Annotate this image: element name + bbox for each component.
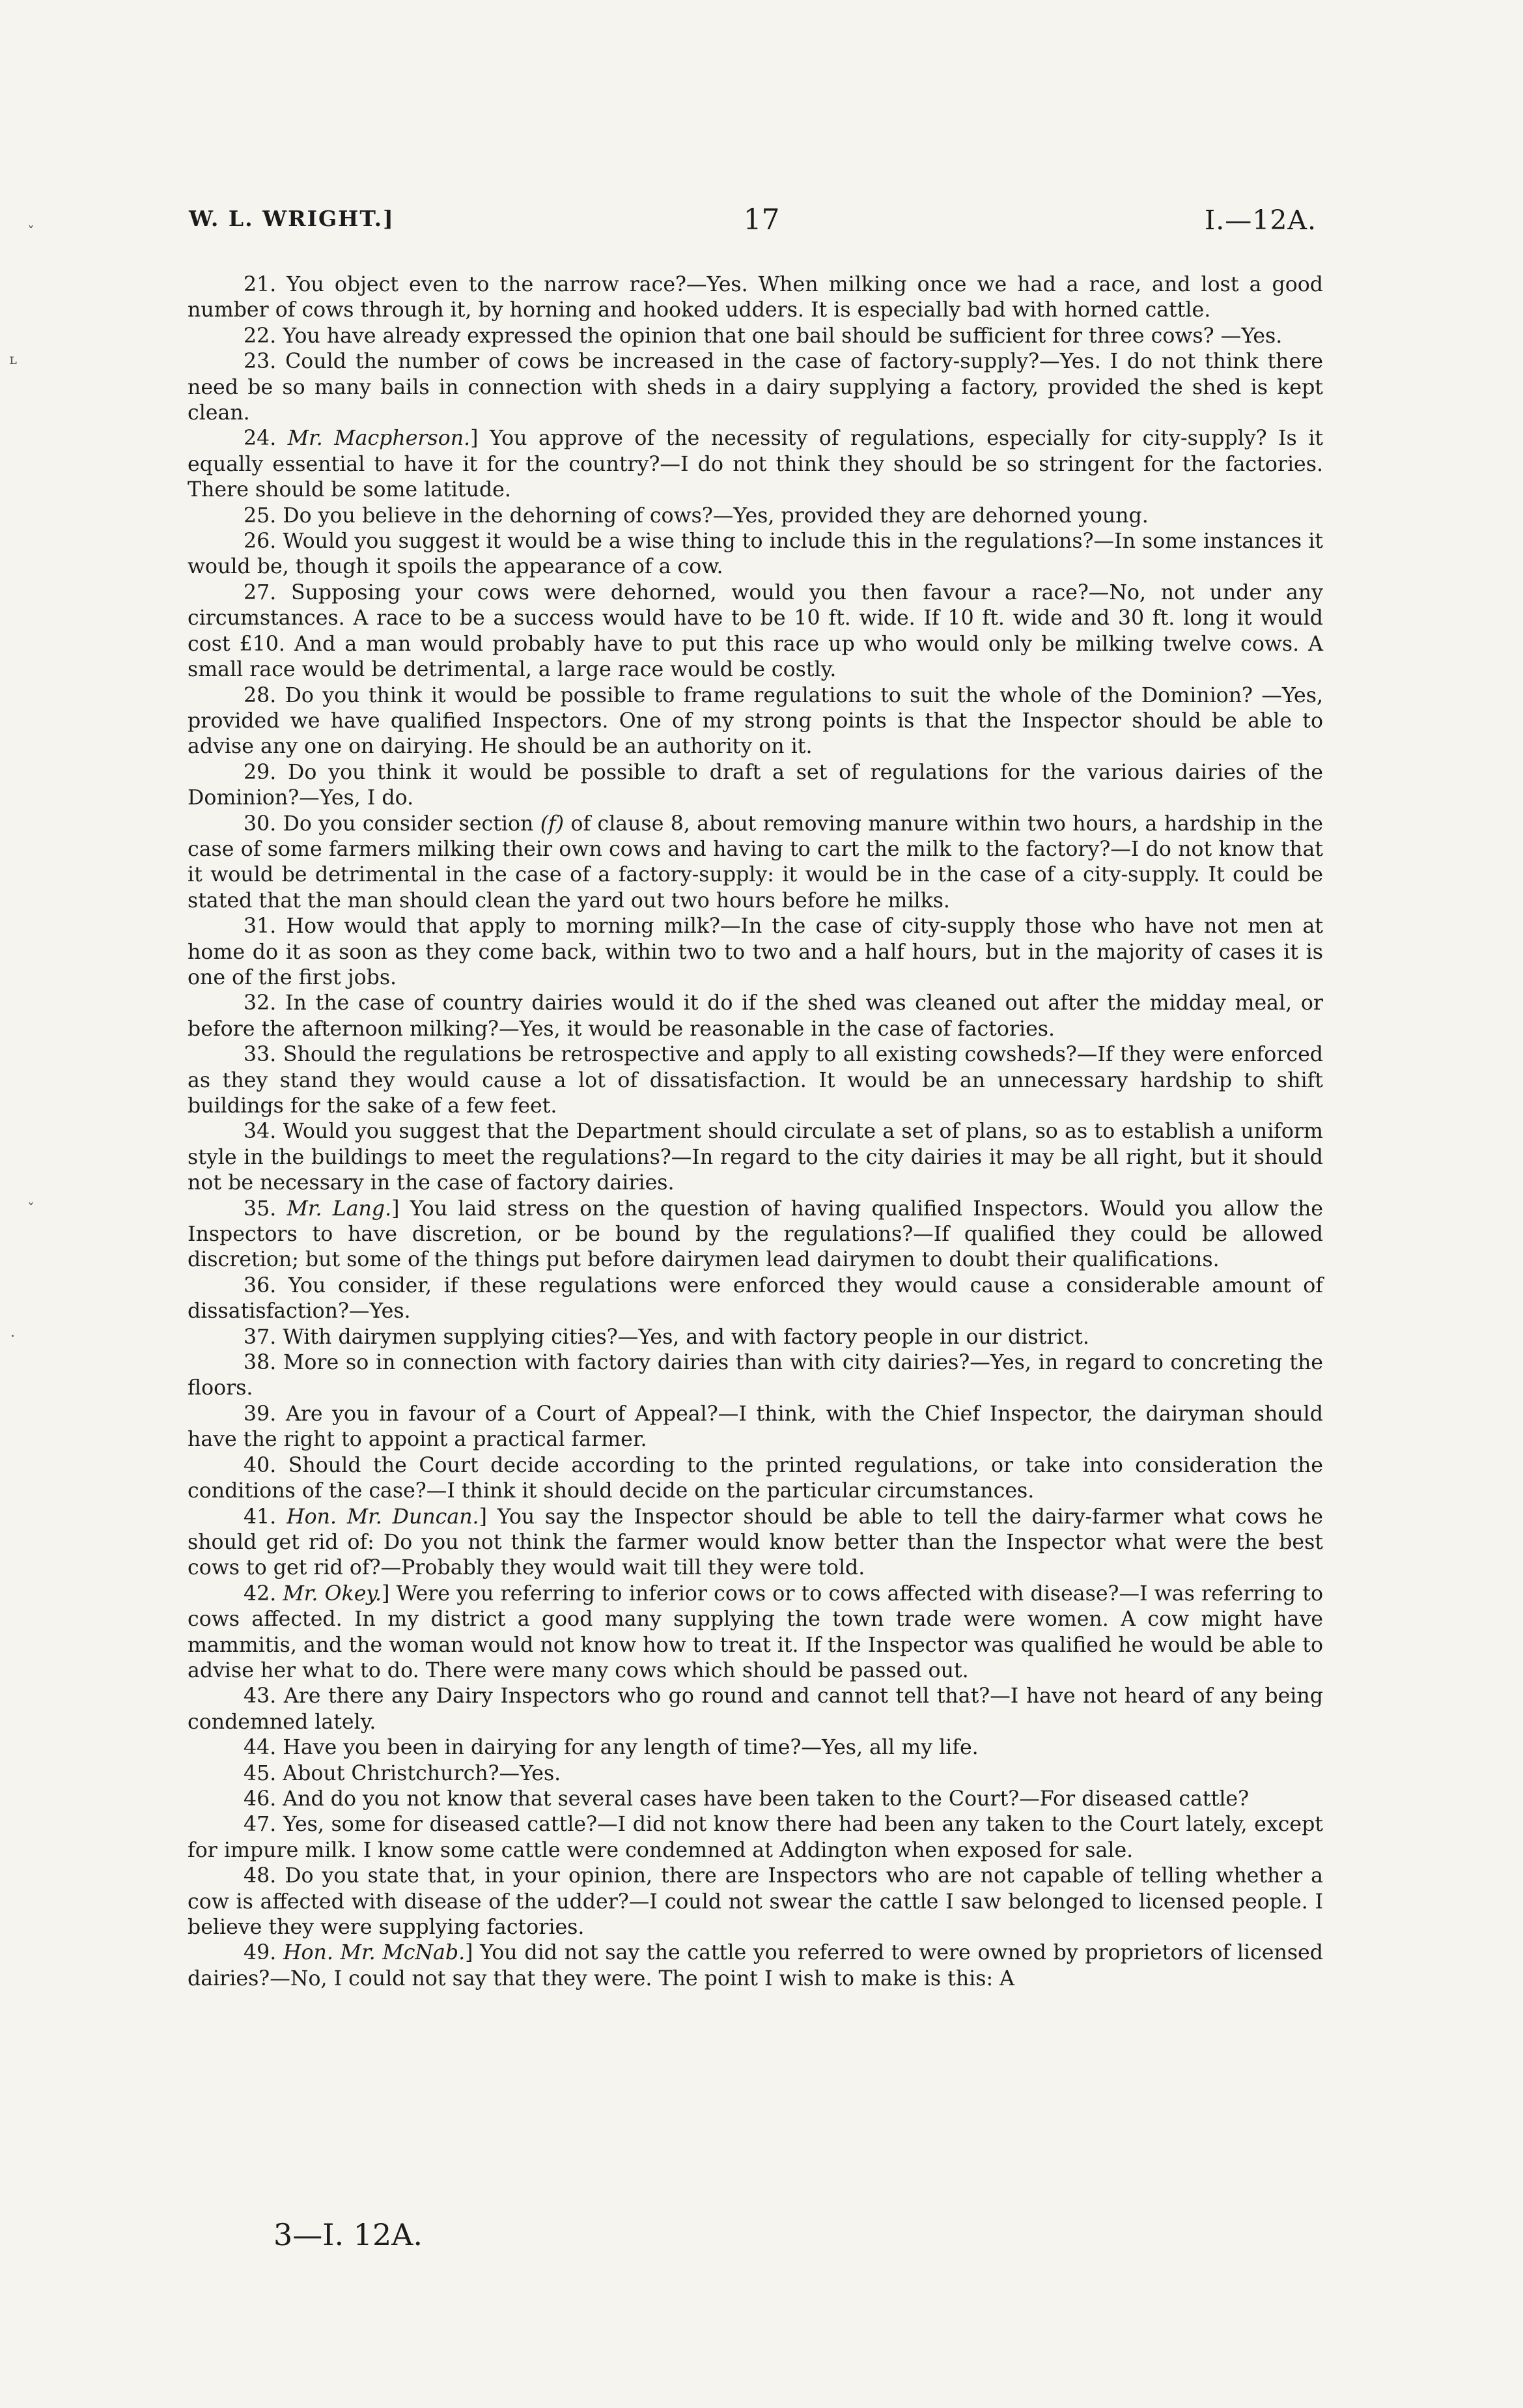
witness-name: W. L. WRIGHT.] (189, 206, 395, 231)
question-paragraph (188, 1940, 1323, 1992)
paragraph-text: ] You laid stress on the question of having qualified Inspectors. Would you allow the Inspectors to have discretion, or be bound by the regulations?—If qualified they could be allowed discretion; but some of the things put before dairymen lead dairymen to doubt their qualifications. (188, 1197, 1323, 1272)
paragraph-text: 21. You object even to the narrow race?—Yes. When milking once we had a race, and lost a good number of cows through it, by horning and hooked udders. It is especially bad with horned cattle. (188, 273, 1323, 322)
paragraph-text: 34. Would you suggest that the Department should circulate a set of plans, so as to establish a uniform style in the buildings to meet the regulations?—In regard to the city dairies it may be all right, but it should not be necessary in the case of factory dairies. (188, 1120, 1323, 1195)
document-reference: I.—12A. (1205, 205, 1317, 236)
question-paragraph (188, 324, 1323, 349)
margin-mark: · (10, 1329, 15, 1345)
speaker-name: Mr. Lang. (286, 1197, 392, 1221)
paragraph-text: ] You approve of the necessity of regulations, especially for city-supply? Is it equally essential to have it for the country?—I do not think they should be so stringent for the factories. There should be some latitude. (188, 427, 1324, 502)
question-paragraph (188, 1273, 1323, 1325)
question-paragraph (188, 426, 1323, 503)
question-paragraph (188, 914, 1323, 991)
question-paragraph (188, 349, 1323, 426)
question-paragraph (188, 1735, 1323, 1761)
paragraph-text: 33. Should the regulations be retrospective and apply to all existing cowsheds?—If they were enforced as they stand they would cause a lot of dissatisfaction. It would be an unnecessary hardship to shift buildings for the sake of a few feet. (188, 1043, 1323, 1118)
paragraph-text: 48. Do you state that, in your opinion, there are Inspectors who are not capable of telling whether a cow is affected with disease of the udder?—I could not swear the cattle I saw belonged to licensed people. I believe they were supplying factories. (188, 1864, 1323, 1939)
speaker-name: Mr. Macpherson. (287, 427, 471, 451)
question-paragraph (188, 1761, 1323, 1787)
paragraph-text: 28. Do you think it would be possible to frame regulations to suit the whole of the Dominion? —Yes, provided we have qualified Inspectors. One of my strong points is that the Inspector should be able to advise any one on dairying. He should be an authority on it. (188, 683, 1323, 759)
paragraph-text: 32. In the case of country dairies would it do if the shed was cleaned out after the midday meal, or before the afternoon milking?—Yes, it would be reasonable in the case of factories. (188, 991, 1323, 1041)
question-paragraph (188, 1325, 1323, 1350)
question-paragraph (188, 1402, 1323, 1453)
paragraph-text: 36. You consider, if these regulations were enforced they would cause a considerable amount of dissatisfaction?—Yes. (188, 1273, 1323, 1324)
margin-mark: ˇ (27, 225, 35, 241)
question-paragraph (188, 1042, 1323, 1119)
paragraph-text: ] You did not say the cattle you referred to were owned by proprietors of licensed dairies?—No, I could not say that they were. The point I wish to make is this: A (188, 1941, 1323, 1990)
paragraph-text: 45. About Christchurch?—Yes. (244, 1761, 561, 1785)
question-paragraph (188, 1197, 1323, 1273)
paragraph-text: ] You say the Inspector should be able to tell the dairy-farmer what cows he should get rid of: Do you not think the farmer would know better than the Inspector what were the best cows to get rid of?—Probably they would wait till they were told. (188, 1505, 1323, 1580)
question-paragraph (188, 991, 1323, 1042)
question-paragraph (188, 503, 1323, 529)
paragraph-text: 35. (244, 1197, 287, 1221)
question-paragraph (188, 1812, 1323, 1863)
paragraph-text: 38. More so in connection with factory dairies than with city dairies?—Yes, in regard to concreting the floors. (188, 1351, 1323, 1400)
question-paragraph (188, 272, 1323, 324)
paragraph-text: 44. Have you been in dairying for any length of time?—Yes, all my life. (244, 1736, 979, 1760)
paragraph-text: 37. With dairymen supplying cities?—Yes, and with factory people in our district. (244, 1325, 1089, 1349)
testimony-body (188, 272, 1323, 1992)
paragraph-text: 30. Do you consider section (244, 812, 540, 836)
question-paragraph (188, 683, 1323, 760)
paragraph-text: 26. Would you suggest it would be a wise thing to include this in the regulations?—In some instances it would be, though it spoils the appearance of a cow. (188, 530, 1323, 579)
footer-signature: 3—I. 12A. (273, 2217, 423, 2252)
paragraph-text: 27. Supposing your cows were dehorned, would you then favour a race?—No, not under any circumstances. A race to be a success would have to be 10 ft. wide. If 10 ft. wide and 30 ft. long it would cost £10. And a man would probably have to put this race up who would only be milking twelve cows. A small race would be detrimental, a large race would be costly. (188, 580, 1323, 682)
paragraph-text: 41. (244, 1505, 287, 1529)
paragraph-text: 40. Should the Court decide according to the printed regulations, or take into consideration the conditions of the case?—I think it should decide on the particular circumstances. (188, 1453, 1323, 1503)
paragraph-text: 24. (244, 427, 288, 451)
margin-mark: ˇ (27, 1202, 35, 1218)
question-paragraph (188, 1581, 1323, 1684)
question-paragraph (188, 1350, 1323, 1402)
paragraph-text: 39. Are you in favour of a Court of Appeal?—I think, with the Chief Inspector, the dairyman should have the right to appoint a practical farmer. (188, 1402, 1323, 1452)
question-paragraph (188, 760, 1323, 812)
question-paragraph (188, 529, 1323, 580)
question-paragraph (188, 580, 1323, 683)
question-paragraph (188, 1119, 1323, 1196)
paragraph-text: 46. And do you not know that several cases have been taken to the Court?—For diseased cattle? (244, 1787, 1250, 1811)
speaker-name: (f) (540, 812, 565, 836)
question-paragraph (188, 1787, 1323, 1812)
paragraph-text: 42. (244, 1581, 283, 1606)
question-paragraph (188, 1505, 1323, 1581)
paragraph-text: 25. Do you believe in the dehorning of cows?—Yes, provided they are dehorned young. (244, 503, 1149, 528)
page-header (0, 0, 1523, 274)
speaker-name: Mr. Okey. (283, 1581, 382, 1606)
paragraph-text: 49. (244, 1941, 283, 1965)
paragraph-text: ] Were you referring to inferior cows or to cows affected with disease?—I was referring to cows affected. In my district a good many supplying the town trade were women. A cow might have mammitis, and the woman would not know how to treat it. If the Inspector was qualified he would be able to advise her what to do. There were many cows which should be passed out. (188, 1581, 1323, 1682)
margin-mark: ʟ (9, 352, 17, 368)
page-number: 17 (743, 203, 780, 236)
question-paragraph (188, 1863, 1323, 1940)
question-paragraph (188, 812, 1323, 914)
question-paragraph (188, 1453, 1323, 1505)
paragraph-text: 22. You have already expressed the opinion that one bail should be sufficient for three cows? —Yes. (244, 324, 1283, 348)
speaker-name: Hon. Mr. McNab. (283, 1941, 466, 1965)
paragraph-text: 31. How would that apply to morning milk?—In the case of city-supply those who have not men at home do it as soon as they come back, within two to two and a half hours, but in the majority of cases it is one of the first jobs. (188, 914, 1323, 989)
paragraph-text: 43. Are there any Dairy Inspectors who go round and cannot tell that?—I have not heard of any being condemned lately. (188, 1684, 1323, 1734)
paragraph-text: 47. Yes, some for diseased cattle?—I did not know there had been any taken to the Court lately, except for impure milk. I know some cattle were condemned at Addington when exposed for sale. (188, 1813, 1323, 1862)
paragraph-text: of clause 8, about removing manure within two hours, a hardship in the case of some farmers milking their own cows and having to cart the milk to the factory?—I do not know that it would be detrimental in the case of a factory-supply: it would be in the case of a city-supply. It could be stated that the man should clean the yard out two hours before he milks. (188, 812, 1323, 913)
paragraph-text: 29. Do you think it would be possible to draft a set of regulations for the various dairies of the Dominion?—Yes, I do. (188, 760, 1323, 810)
question-paragraph (188, 1684, 1323, 1735)
speaker-name: Hon. Mr. Duncan. (286, 1505, 479, 1529)
paragraph-text: 23. Could the number of cows be increased in the case of factory-supply?—Yes. I do not think there need be so many bails in connection with sheds in a dairy supplying a factory, provided the shed is kept clean. (188, 350, 1323, 425)
